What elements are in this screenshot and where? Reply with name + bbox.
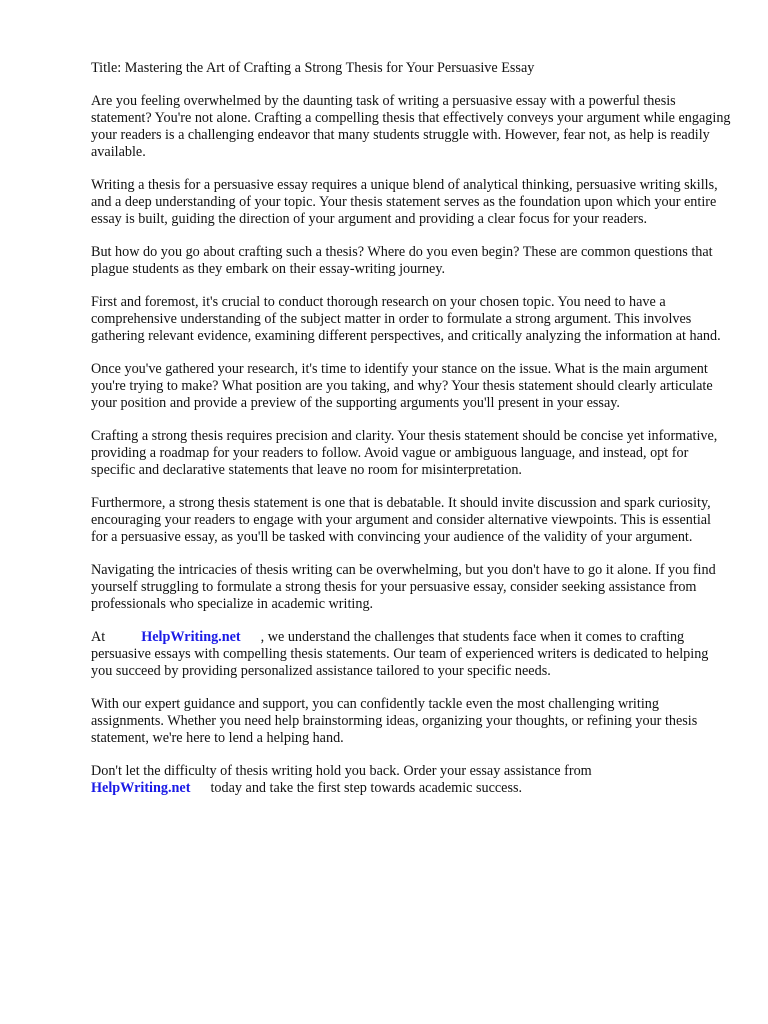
final-suffix: today and take the first step towards academic success. xyxy=(210,780,523,796)
paragraph-precision: Crafting a strong thesis requires precision and clarity. Your thesis statement should be concise yet informative, providing a roadmap for your readers to follow. Avoid vague or ambiguous language, and instead, opt for specific and declarative statements that leave no room for misinterpretation. xyxy=(91,428,718,478)
final-prefix: Don't let the difficulty of thesis writing hold you back. Order your essay assistance from xyxy=(91,763,592,779)
helpwriting-link[interactable]: HelpWriting.net xyxy=(141,629,241,645)
paragraph-expert-guidance: With our expert guidance and support, you can confidently tackle even the most challenging writing assignments. Whether you need help brainstorming ideas, organizing your thoughts, or refining your thesis statement, we're here to lend a helping hand. xyxy=(91,696,698,746)
helpwriting-link-final[interactable]: HelpWriting.net xyxy=(91,780,191,796)
document-page xyxy=(91,60,731,813)
at-suffix: , we understand the challenges that students face when it comes to crafting persuasive essays with compelling thesis statements. Our team of experienced writers is dedicated to helping you succeed by providing personalized assistance tailored to your specific needs. xyxy=(91,629,709,679)
paragraph-questions: But how do you go about crafting such a thesis? Where do you even begin? These are common questions that plague students as they embark on their essay-writing journey. xyxy=(91,244,713,277)
paragraph-final xyxy=(91,763,731,797)
paragraph-navigating: Navigating the intricacies of thesis writing can be overwhelming, but you don't have to go it alone. If you find yourself struggling to formulate a strong thesis for your persuasive essay, consider seeking assistance from professionals who specialize in academic writing. xyxy=(91,562,716,612)
paragraph-stance: Once you've gathered your research, it's time to identify your stance on the issue. What is the main argument you're trying to make? What position are you taking, and why? Your thesis statement should clearly articulate your position and provide a preview of the supporting arguments you'll present in your essay. xyxy=(91,361,713,411)
document-title: Title: Mastering the Art of Crafting a Strong Thesis for Your Persuasive Essay xyxy=(91,60,535,76)
paragraph-debatable: Furthermore, a strong thesis statement is one that is debatable. It should invite discussion and spark curiosity, encouraging your readers to engage with your argument and consider alternative viewpoints. This is essential for a persuasive essay, as you'll be tasked with convincing your audience of the validity of your argument. xyxy=(91,495,712,545)
at-prefix: At xyxy=(91,629,106,645)
paragraph-thesis-requirements: Writing a thesis for a persuasive essay requires a unique blend of analytical thinking, persuasive writing skills, and a deep understanding of your topic. Your thesis statement serves as the foundation upon which your entire essay is built, guiding the direction of your argument and providing a clear focus for your readers. xyxy=(91,177,718,227)
paragraph-intro: Are you feeling overwhelmed by the daunting task of writing a persuasive essay with a powerful thesis statement? You're not alone. Crafting a compelling thesis that effectively conveys your argument while engaging your readers is a challenging endeavor that many students struggle with. However, fear not, as help is readily available. xyxy=(91,93,731,160)
paragraph-research: First and foremost, it's crucial to conduct thorough research on your chosen topic. You need to have a comprehensive understanding of the subject matter in order to formulate a strong argument. This involves gathering relevant evidence, examining different perspectives, and critically analyzing the information at hand. xyxy=(91,294,721,344)
paragraph-at-helpwriting xyxy=(91,629,731,680)
